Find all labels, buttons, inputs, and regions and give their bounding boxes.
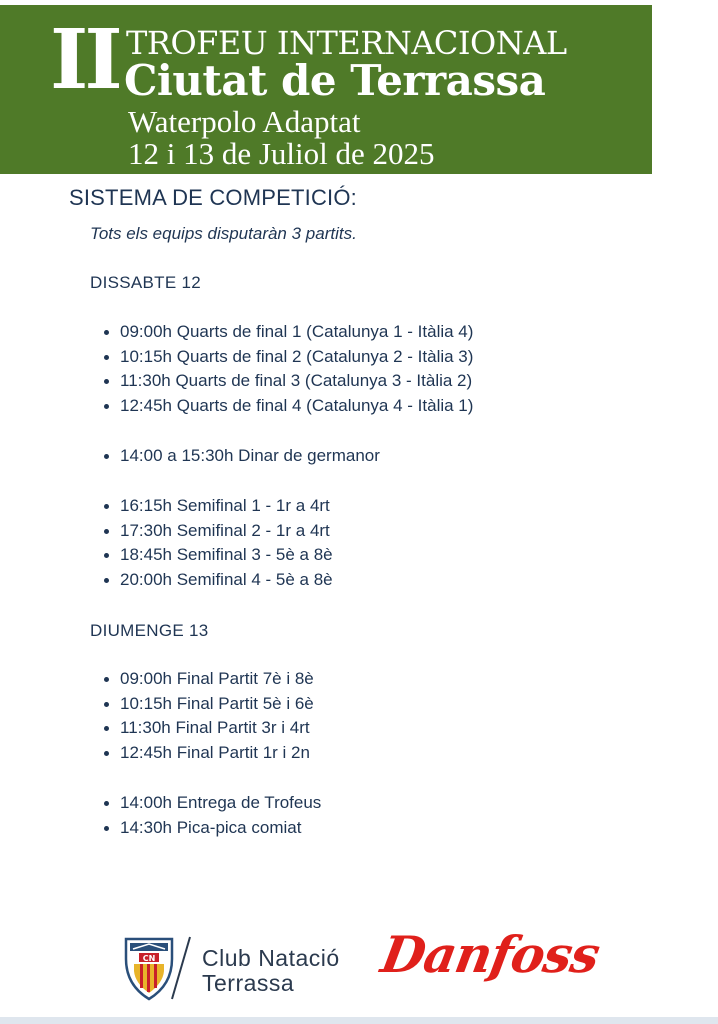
club-name — [202, 946, 340, 996]
sunday-closing-list — [104, 791, 321, 840]
list-item: 17:30h Semifinal 2 - 1r a 4rt — [104, 519, 333, 544]
event-sport: Waterpolo Adaptat — [128, 104, 361, 139]
list-item: 12:45h Final Partit 1r i 2n — [104, 741, 314, 766]
list-item: 10:15h Quarts de final 2 (Catalunya 2 - Itàlia 3) — [104, 345, 473, 370]
list-item: 18:45h Semifinal 3 - 5è a 8è — [104, 543, 333, 568]
header-banner — [0, 5, 652, 174]
day-title-saturday: DISSABTE 12 — [90, 273, 202, 292]
list-item: 16:15h Semifinal 1 - 1r a 4rt — [104, 494, 333, 519]
list-item: 14:30h Pica-pica comiat — [104, 816, 321, 841]
event-dates: 12 i 13 de Juliol de 2025 — [128, 136, 435, 171]
list-item: 14:00 a 15:30h Dinar de germanor — [104, 444, 380, 469]
list-item: 12:45h Quarts de final 4 (Catalunya 4 - Itàlia 1) — [104, 394, 473, 419]
intro-text: Tots els equips disputaràn 3 partits. — [90, 224, 357, 243]
divider-slash — [168, 935, 194, 1001]
sunday-finals-list — [104, 667, 314, 766]
saturday-quarterfinals-list — [104, 320, 473, 419]
list-item: 11:30h Quarts de final 3 (Catalunya 3 - Itàlia 2) — [104, 369, 473, 394]
event-city: Ciutat de Terrassa — [124, 56, 546, 105]
club-name-line2: Terrassa — [202, 970, 295, 996]
footer-logos — [0, 920, 718, 1010]
club-crest-label: CN — [142, 954, 156, 963]
list-item: 11:30h Final Partit 3r i 4rt — [104, 716, 314, 741]
list-item: 09:00h Final Partit 7è i 8è — [104, 667, 314, 692]
edition-numeral: II — [50, 12, 119, 108]
list-item: 14:00h Entrega de Trofeus — [104, 791, 321, 816]
event-title: TROFEU INTERNACIONAL — [126, 24, 567, 62]
list-item: 20:00h Semifinal 4 - 5è a 8è — [104, 568, 333, 593]
sponsor-logo: Danfoss — [376, 925, 604, 984]
bottom-bar — [0, 1017, 718, 1024]
list-item: 09:00h Quarts de final 1 (Catalunya 1 - Itàlia 4) — [104, 320, 473, 345]
club-name-line1: Club Natació — [202, 945, 340, 971]
saturday-semifinals-list — [104, 494, 333, 593]
saturday-lunch-list — [104, 444, 380, 469]
day-title-sunday: DIUMENGE 13 — [90, 621, 209, 640]
list-item: 10:15h Final Partit 5è i 6è — [104, 692, 314, 717]
section-heading: SISTEMA DE COMPETICIÓ: — [69, 185, 357, 210]
club-crest-icon — [124, 937, 174, 1001]
